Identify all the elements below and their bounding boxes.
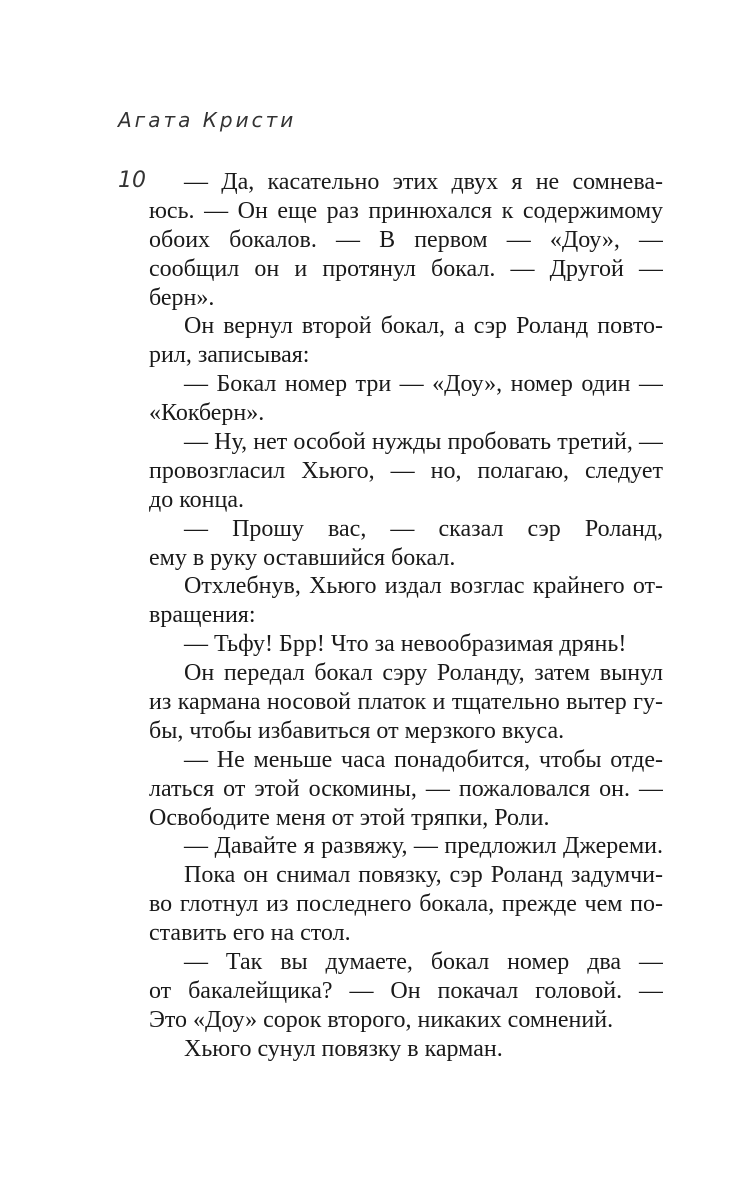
text-line: обоих бокалов. — В первом — «Доу», —: [149, 226, 663, 253]
text-line: Хьюго сунул повязку в карман.: [184, 1035, 503, 1062]
text-line: от бакалейщика? — Он покачал головой. —: [149, 977, 663, 1004]
text-line: — Не меньше часа понадобится, чтобы отде-: [184, 746, 663, 773]
text-line: — Тьфу! Брр! Что за невообразимая дрянь!: [184, 631, 627, 658]
text-line: ставить его на стол.: [149, 920, 351, 947]
text-line: Он вернул второй бокал, а сэр Роланд повто-: [184, 313, 663, 340]
text-line: Отхлебнув, Хьюго издал возглас крайнего от-: [184, 573, 663, 600]
text-line: латься от этой оскомины, — пожаловался он. —: [149, 775, 663, 802]
text-line: сообщил он и протянул бокал. — Другой —: [149, 255, 663, 282]
text-line: ему в руку оставшийся бокал.: [149, 544, 456, 571]
text-line: — Ну, нет особой нужды пробовать третий, —: [184, 429, 663, 456]
text-line: — Бокал номер три — «Доу», номер один —: [184, 371, 663, 398]
page-number: 10: [118, 168, 146, 193]
text-line: — Давайте я развяжу, — предложил Джереми.: [184, 833, 663, 860]
running-head-author: Агата Кристи: [118, 108, 297, 132]
body-text: [149, 168, 663, 1064]
text-line: — Прошу вас, — сказал сэр Роланд,: [184, 515, 663, 542]
text-line: берн».: [149, 284, 215, 311]
text-line: — Так вы думаете, бокал номер два —: [184, 949, 663, 976]
text-line: юсь. — Он еще раз принюхался к содержимому: [149, 197, 663, 224]
text-line: до конца.: [149, 486, 244, 513]
text-line: Освободите меня от этой тряпки, Роли.: [149, 804, 550, 831]
text-line: рил, записывая:: [149, 342, 310, 369]
text-line: во глотнул из последнего бокала, прежде чем по-: [149, 891, 663, 918]
text-line: — Да, касательно этих двух я не сомнева-: [184, 169, 663, 195]
text-line: Это «Доу» сорок второго, никаких сомнений.: [149, 1006, 614, 1033]
text-line: Пока он снимал повязку, сэр Роланд задумчи-: [184, 862, 663, 889]
text-line: вращения:: [149, 602, 256, 629]
text-line: «Кокберн».: [149, 400, 265, 427]
text-line: бы, чтобы избавиться от мерзкого вкуса.: [149, 717, 565, 744]
text-line: Он передал бокал сэру Роланду, затем вынул: [184, 660, 663, 687]
text-line: провозгласил Хьюго, — но, полагаю, следует: [149, 457, 663, 484]
text-line: из кармана носовой платок и тщательно вытер гу-: [149, 689, 663, 716]
